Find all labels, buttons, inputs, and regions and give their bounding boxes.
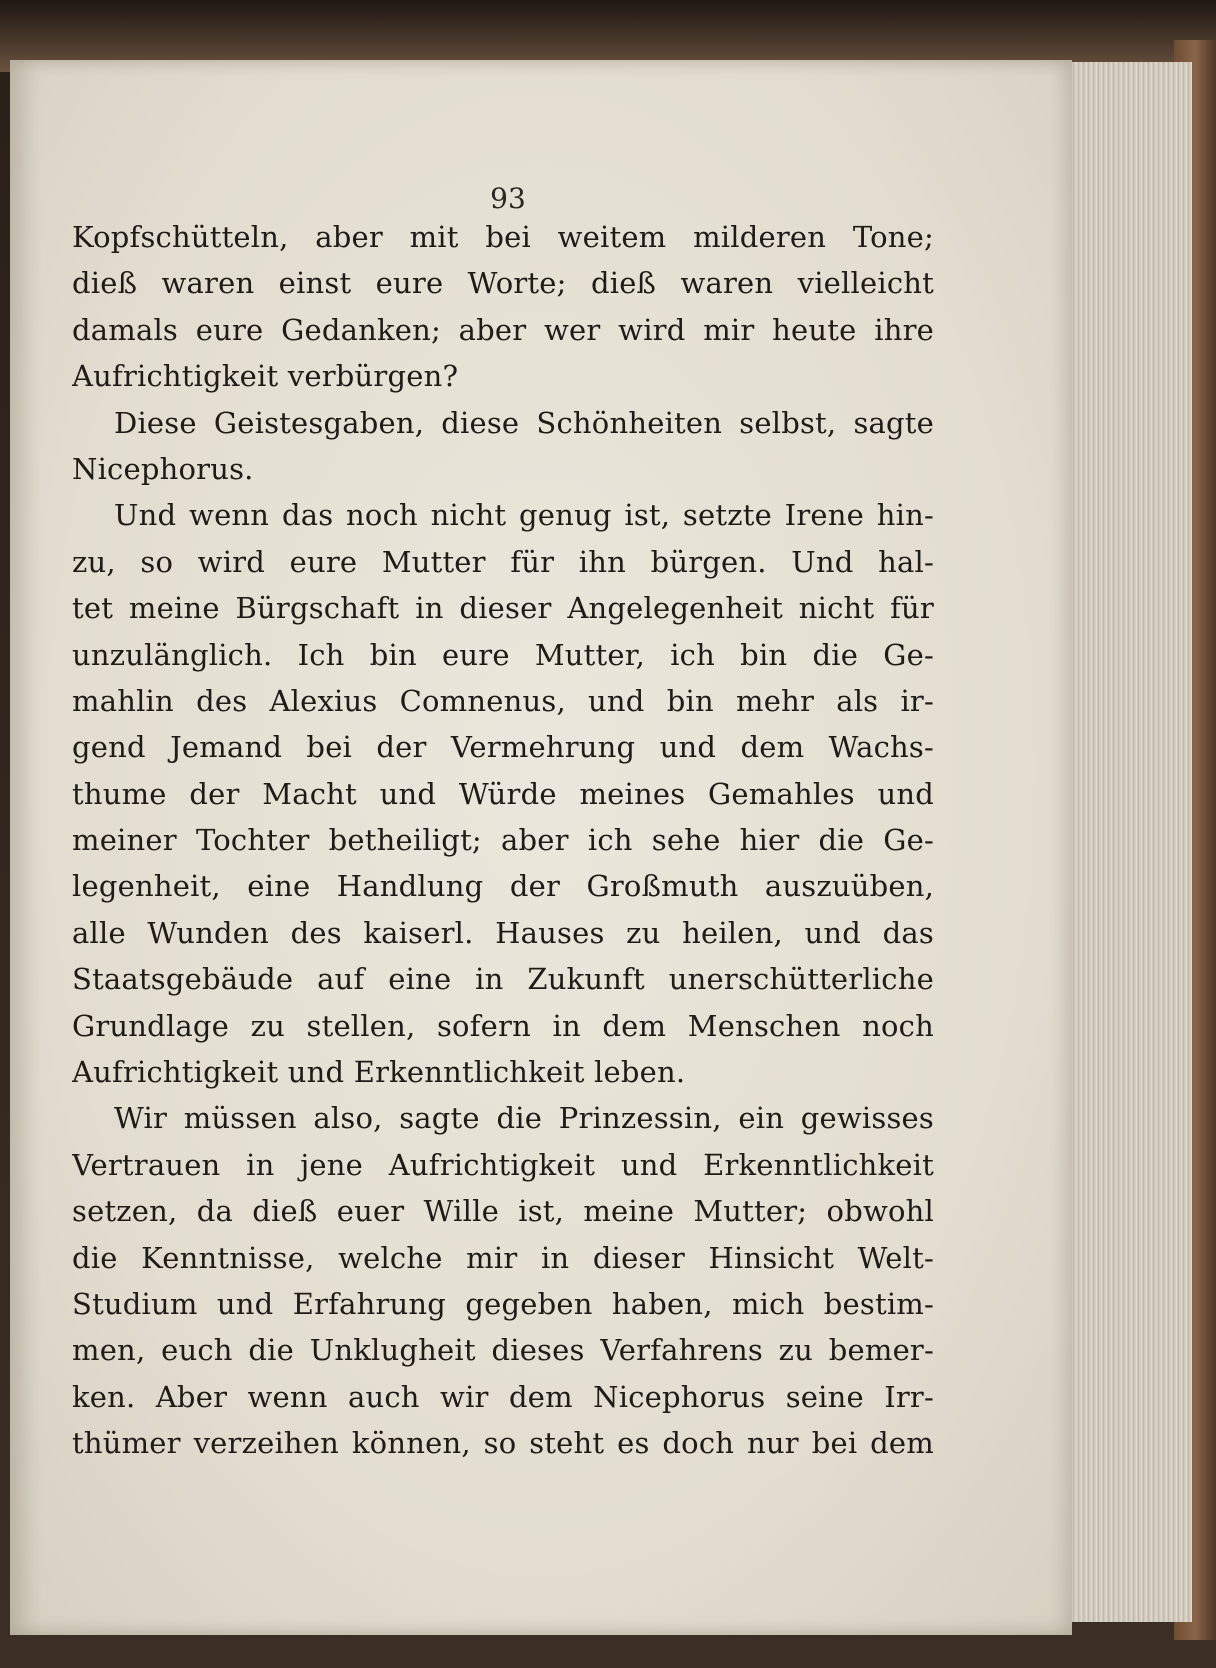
text-line: thümer verzeihen können, so steht es doch nur bei dem: [72, 1426, 934, 1461]
text-line: legenheit, eine Handlung der Großmuth auszuüben,: [72, 869, 934, 904]
text-line: die Kenntnisse, welche mir in dieser Hinsicht Welt-: [72, 1240, 934, 1275]
page-text: [72, 214, 934, 1467]
text-line: unzulänglich. Ich bin eure Mutter, ich bin die Ge-: [72, 637, 934, 672]
text-line: Kopfschütteln, aber mit bei weitem milderen Tone;: [72, 220, 934, 254]
text-line: Wir müssen also, sagte die Prinzessin, ein gewisses: [114, 1101, 934, 1136]
text-line: dieß waren einst eure Worte; dieß waren vielleicht: [72, 266, 934, 301]
page-edges: [1068, 62, 1192, 1622]
text-line: Staatsgebäude auf eine in Zukunft unerschütterliche: [72, 962, 934, 997]
text-line: Aufrichtigkeit und Erkenntlichkeit leben.: [72, 1055, 686, 1090]
text-line: mahlin des Alexius Comnenus, und bin mehr als ir-: [72, 683, 934, 718]
text-line: meiner Tochter betheiligt; aber ich sehe hier die Ge-: [72, 823, 934, 858]
text-line: Aufrichtigkeit verbürgen?: [72, 359, 459, 394]
page-number: 93: [490, 182, 526, 215]
text-line: thume der Macht und Würde meines Gemahles und: [72, 776, 934, 811]
text-line: gend Jemand bei der Vermehrung und dem Wachs-: [72, 730, 934, 765]
text-line: alle Wunden des kaiserl. Hauses zu heilen, und das: [72, 915, 934, 950]
text-line: Vertrauen in jene Aufrichtigkeit und Erkenntlichkeit: [72, 1147, 934, 1182]
text-line: tet meine Bürgschaft in dieser Angelegenheit nicht für: [72, 591, 934, 626]
text-line: Nicephorus.: [72, 451, 254, 486]
text-line: setzen, da dieß euer Wille ist, meine Mutter; obwohl: [72, 1194, 934, 1229]
text-line: Studium und Erfahrung gegeben haben, mich bestim-: [72, 1286, 934, 1321]
text-line: Und wenn das noch nicht genug ist, setzte Irene hin-: [114, 498, 934, 533]
text-line: damals eure Gedanken; aber wer wird mir heute ihre: [72, 312, 934, 347]
text-line: Diese Geistesgaben, diese Schönheiten selbst, sagte: [114, 405, 934, 440]
text-line: Grundlage zu stellen, sofern in dem Menschen noch: [72, 1008, 934, 1043]
text-line: ken. Aber wenn auch wir dem Nicephorus seine Irr-: [72, 1379, 934, 1414]
text-line: men, euch die Unklugheit dieses Verfahrens zu bemer-: [72, 1333, 934, 1368]
text-line: zu, so wird eure Mutter für ihn bürgen. Und hal-: [72, 544, 934, 579]
